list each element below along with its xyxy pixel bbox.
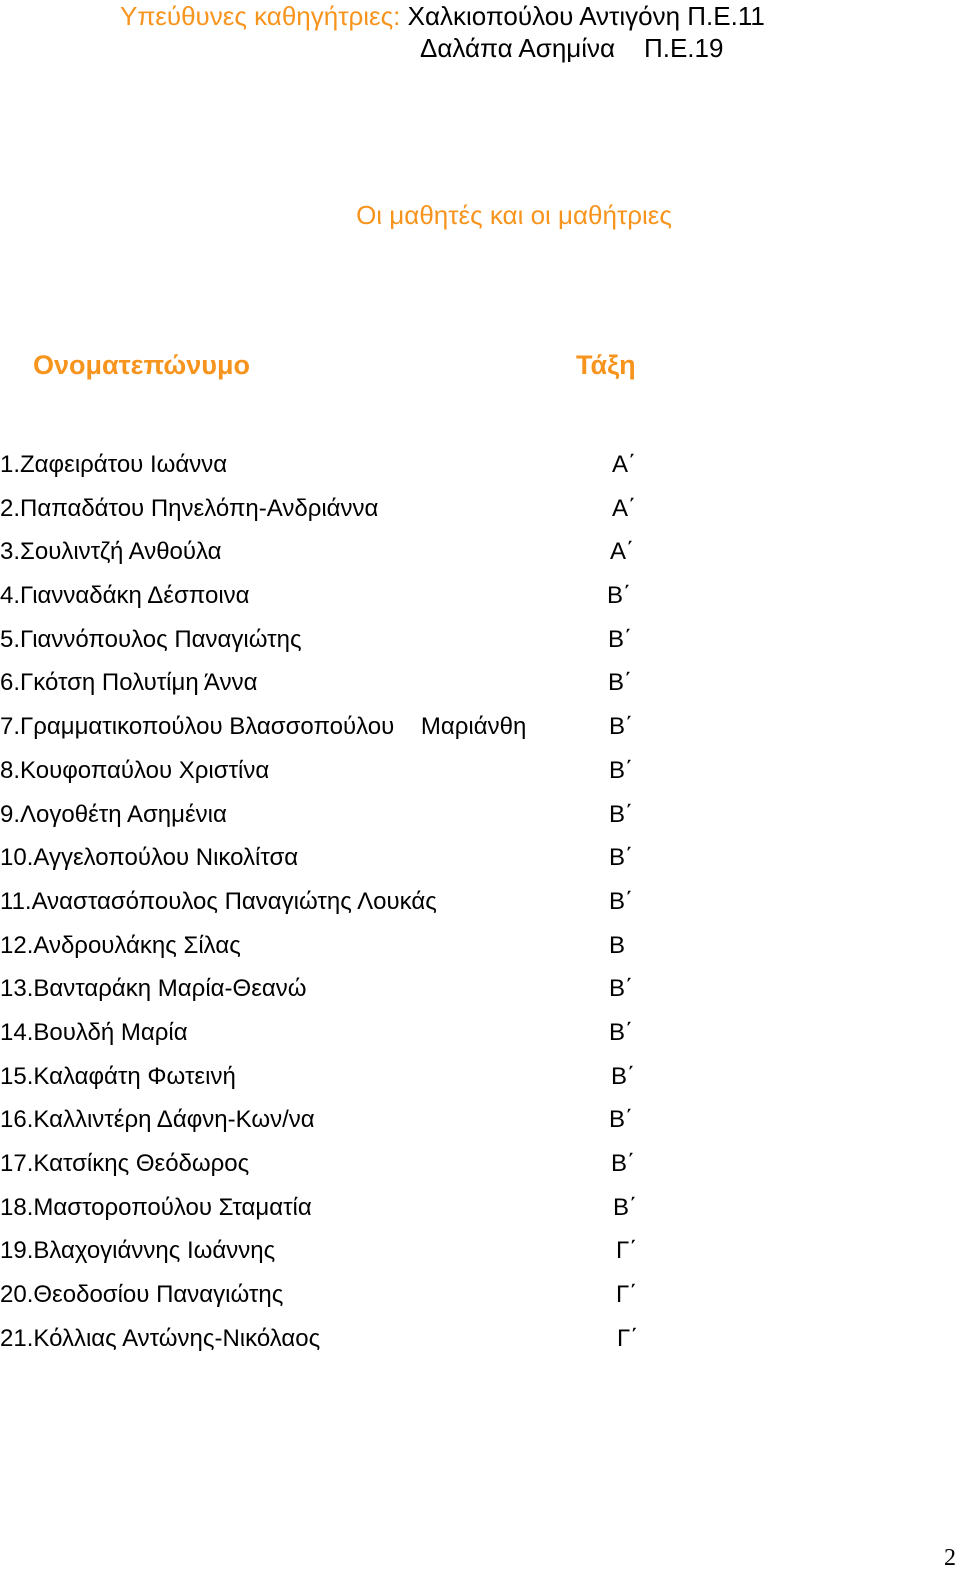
student-class: Β΄ (609, 756, 633, 784)
student-list (0, 443, 700, 1360)
student-class: Β΄ (608, 625, 632, 653)
student-row (0, 487, 700, 531)
student-class: Β΄ (607, 582, 631, 610)
student-class: Β΄ (609, 887, 633, 915)
student-class: Β΄ (613, 1193, 637, 1221)
student-class: Α΄ (612, 451, 636, 478)
student-name: 9.Λογοθέτη Ασημένια (0, 800, 227, 828)
student-row (0, 705, 700, 749)
student-name: 15.Καλαφάτη Φωτεινή (0, 1062, 236, 1090)
student-row (0, 836, 700, 880)
student-row (0, 880, 700, 924)
student-row (0, 1142, 700, 1186)
teachers-label: Υπεύθυνες καθηγήτριες: (120, 1, 401, 31)
student-row (0, 1055, 700, 1099)
student-row (0, 574, 700, 618)
student-row (0, 618, 700, 662)
student-name: 14.Βουλδή Μαρία (0, 1018, 188, 1046)
student-row (0, 1186, 700, 1230)
page-subtitle: Οι μαθητές και οι μαθήτριες (356, 200, 672, 230)
student-name: 6.Γκότση Πολυτίμη Άννα (0, 669, 258, 697)
student-name: 7.Γραμματικοπούλου Βλασσοπούλου Μαριάνθη (0, 713, 527, 741)
student-row (0, 1317, 700, 1361)
student-row (0, 967, 700, 1011)
student-name: 4.Γιανναδάκη Δέσποινα (0, 582, 250, 610)
student-name: 21.Κόλλιας Αντώνης-Νικόλαος (0, 1324, 321, 1352)
student-row (0, 749, 700, 793)
student-name: 16.Καλλιντέρη Δάφνη-Κων/να (0, 1106, 315, 1134)
student-row (0, 1011, 700, 1055)
student-row (0, 443, 700, 487)
teachers-block (120, 0, 920, 63)
student-row (0, 1229, 700, 1273)
student-class: Β΄ (609, 800, 633, 828)
student-class: Α΄ (610, 538, 634, 566)
page-number: 2 (944, 1545, 956, 1571)
student-name: 8.Κουφοπαύλου Χριστίνα (0, 756, 270, 784)
student-class: Β΄ (609, 1106, 633, 1134)
student-name: 3.Σουλιντζή Ανθούλα (0, 538, 222, 566)
student-name: 5.Γιαννόπουλος Παναγιώτης (0, 625, 302, 653)
student-name: 11.Αναστασόπουλος Παναγιώτης Λουκάς (0, 887, 437, 915)
student-row (0, 1098, 700, 1142)
class-column-header: Τάξη (576, 350, 636, 380)
student-row (0, 924, 700, 968)
student-class: Β΄ (609, 844, 633, 872)
student-class: Γ΄ (616, 1237, 638, 1265)
student-name: 10.Αγγελοπούλου Νικολίτσα (0, 844, 299, 872)
student-class: Β΄ (611, 1150, 635, 1177)
student-class: Α΄ (612, 494, 636, 522)
student-row (0, 530, 700, 574)
student-row (0, 1273, 700, 1317)
student-name: 17.Κατσίκης Θεόδωρος (0, 1150, 250, 1177)
student-name: 1.Ζαφειράτου Ιωάννα (0, 451, 228, 478)
student-row (0, 793, 700, 837)
student-class: Β΄ (609, 1018, 633, 1046)
student-class: Β΄ (609, 713, 633, 741)
student-name: 12.Ανδρουλάκης Σίλας (0, 931, 241, 959)
student-name: 18.Μαστοροπούλου Σταματία (0, 1193, 312, 1221)
teacher-2: Δαλάπα Ασημίνα Π.Ε.19 (420, 33, 724, 63)
name-column-header: Ονοματεπώνυμο (33, 350, 250, 380)
student-class: Β (609, 931, 626, 959)
student-name: 20.Θεοδοσίου Παναγιώτης (0, 1281, 284, 1309)
student-class: Β΄ (608, 669, 632, 697)
student-name: 19.Βλαχογιάννης Ιωάννης (0, 1237, 276, 1265)
student-class: Γ΄ (617, 1324, 639, 1352)
student-class: Β΄ (609, 975, 633, 1003)
teacher-1: Χαλκιοπούλου Αντιγόνη Π.Ε.11 (407, 1, 765, 31)
student-row (0, 661, 700, 705)
student-class: Γ΄ (616, 1281, 638, 1309)
student-name: 2.Παπαδάτου Πηνελόπη-Ανδριάννα (0, 494, 379, 522)
student-name: 13.Βανταράκη Μαρία-Θεανώ (0, 975, 307, 1003)
teachers-line-1 (120, 0, 920, 32)
student-class: Β΄ (611, 1062, 635, 1090)
